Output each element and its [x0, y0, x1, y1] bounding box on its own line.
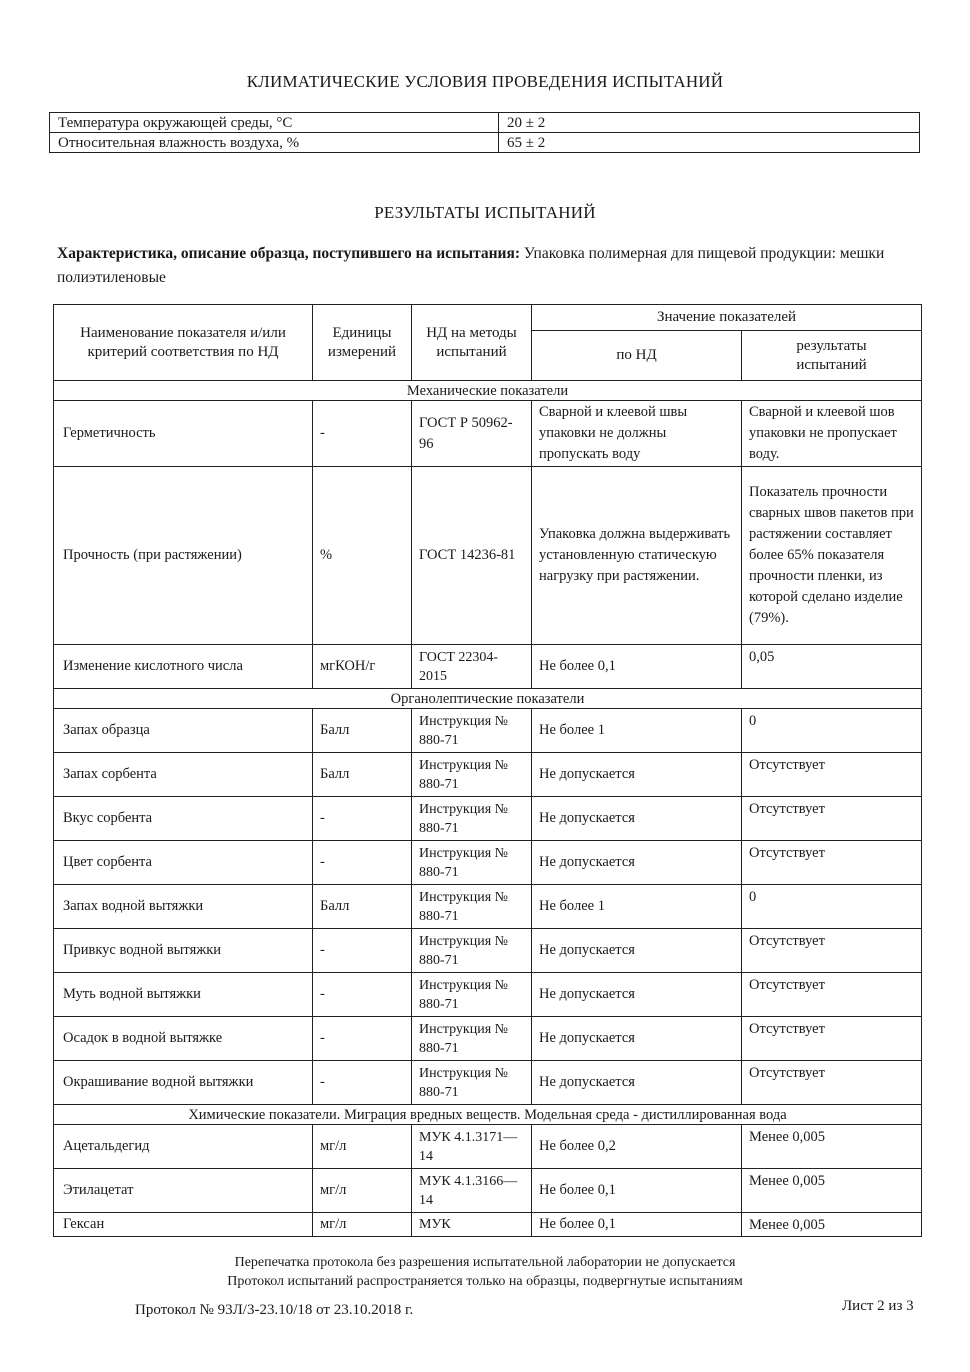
cell-result: Отсутствует [742, 1061, 922, 1105]
sample-description [57, 242, 917, 290]
table-row [50, 133, 920, 153]
cell-units: Балл [313, 709, 412, 753]
cell-name: Запах образца [54, 709, 313, 753]
cell-result: 0 [742, 885, 922, 929]
header-method: НД на методы испытаний [412, 305, 532, 381]
cell-norm: Не допускается [532, 1017, 742, 1061]
cell-norm: Не более 0,2 [532, 1125, 742, 1169]
sample-label: Характеристика, описание образца, поступившего на испытания: [57, 245, 521, 262]
cell-norm: Не более 1 [532, 709, 742, 753]
section-row [54, 689, 922, 709]
cell-method: МУК 4.1.3166—14 [412, 1169, 532, 1213]
results-table [53, 304, 922, 1237]
cell-result: Отсутствует [742, 797, 922, 841]
cell-name: Запах водной вытяжки [54, 885, 313, 929]
section-mechanical: Механические показатели [54, 381, 922, 401]
cell-name: Прочность (при растяжении) [54, 467, 313, 645]
cell-result: Менее 0,005 [742, 1169, 922, 1213]
cell-units: мгКОН/г [313, 645, 412, 689]
cell-result: Сварной и клеевой шов упаковки не пропускает воду. [742, 401, 922, 467]
cell-units: - [313, 1061, 412, 1105]
table-row [54, 797, 922, 841]
table-row [54, 1125, 922, 1169]
table-row [54, 1169, 922, 1213]
cell-units: % [313, 467, 412, 645]
cell-name: Привкус водной вытяжки [54, 929, 313, 973]
cell-units: - [313, 841, 412, 885]
cell-norm: Не допускается [532, 1061, 742, 1105]
cell-name: Муть водной вытяжки [54, 973, 313, 1017]
table-row [54, 1017, 922, 1061]
cell-method: МУК [412, 1213, 532, 1237]
page-number: Лист 2 из 3 [842, 1298, 914, 1314]
cell-norm: Не допускается [532, 753, 742, 797]
cell-result: Менее 0,005 [742, 1213, 922, 1237]
cell-units: Балл [313, 885, 412, 929]
header-by-nd: по НД [532, 331, 742, 381]
table-row [54, 467, 922, 645]
cell-norm: Не допускается [532, 841, 742, 885]
cell-result: Отсутствует [742, 753, 922, 797]
cell-method: Инструкция № 880-71 [412, 797, 532, 841]
cell-result: Отсутствует [742, 929, 922, 973]
footer-note-reprint: Перепечатка протокола без разрешения испытательной лаборатории не допускается [234, 1255, 736, 1270]
cell-norm: Не допускается [532, 973, 742, 1017]
cell-units: Балл [313, 753, 412, 797]
cell-name: Запах сорбента [54, 753, 313, 797]
table-row [54, 885, 922, 929]
cell-result: Менее 0,005 [742, 1125, 922, 1169]
cell-norm: Не более 0,1 [532, 645, 742, 689]
climate-value: 65 ± 2 [499, 133, 920, 153]
cell-units: - [313, 797, 412, 841]
cell-method: ГОСТ 22304-2015 [412, 645, 532, 689]
cell-norm: Не более 1 [532, 885, 742, 929]
cell-units: мг/л [313, 1213, 412, 1237]
header-test-results: результаты испытаний [742, 331, 922, 381]
sample-text: Упаковка полимерная для пищевой продукции: мешки полиэтиленовые [57, 245, 885, 286]
cell-result: Показатель прочности сварных швов пакетов при растяжении составляет более 65% показателя прочности пленки, из которой сделано изделие (79%). [742, 467, 922, 645]
section-row [54, 381, 922, 401]
cell-name: Вкус сорбента [54, 797, 313, 841]
cell-method: Инструкция № 880-71 [412, 929, 532, 973]
cell-norm: Не допускается [532, 929, 742, 973]
header-values-group: Значение показателей [532, 305, 922, 331]
section-chemical: Химические показатели. Миграция вредных веществ. Модельная среда - дистиллированная вода [54, 1105, 922, 1125]
cell-result: 0 [742, 709, 922, 753]
cell-result: Отсутствует [742, 1017, 922, 1061]
climate-title: КЛИМАТИЧЕСКИЕ УСЛОВИЯ ПРОВЕДЕНИЯ ИСПЫТАНИЙ [246, 72, 724, 91]
cell-norm: Не допускается [532, 797, 742, 841]
cell-result: Отсутствует [742, 973, 922, 1017]
header-row [54, 305, 922, 331]
cell-norm: Не более 0,1 [532, 1169, 742, 1213]
climate-table [49, 112, 920, 153]
cell-result: 0,05 [742, 645, 922, 689]
cell-norm: Сварной и клеевой швы упаковки не должны пропускать воду [532, 401, 742, 467]
cell-method: Инструкция № 880-71 [412, 973, 532, 1017]
cell-norm: Упаковка должна выдерживать установленную статическую нагрузку при растяжении. [532, 467, 742, 645]
cell-method: Инструкция № 880-71 [412, 1017, 532, 1061]
cell-units: - [313, 1017, 412, 1061]
cell-name: Ацетальдегид [54, 1125, 313, 1169]
cell-method: Инструкция № 880-71 [412, 885, 532, 929]
climate-label: Относительная влажность воздуха, % [50, 133, 499, 153]
cell-name: Этилацетат [54, 1169, 313, 1213]
table-row [54, 645, 922, 689]
cell-method: Инструкция № 880-71 [412, 1061, 532, 1105]
climate-label: Температура окружающей среды, °С [50, 113, 499, 133]
header-units: Единицы измерений [313, 305, 412, 381]
table-row [54, 753, 922, 797]
table-row [54, 929, 922, 973]
cell-result: Отсутствует [742, 841, 922, 885]
cell-name: Гексан [54, 1213, 313, 1237]
cell-method: Инструкция № 880-71 [412, 753, 532, 797]
cell-method: ГОСТ Р 50962-96 [412, 401, 532, 467]
cell-units: - [313, 401, 412, 467]
cell-units: мг/л [313, 1169, 412, 1213]
cell-method: МУК 4.1.3171—14 [412, 1125, 532, 1169]
cell-units: мг/л [313, 1125, 412, 1169]
cell-units: - [313, 973, 412, 1017]
cell-method: Инструкция № 880-71 [412, 841, 532, 885]
results-title: РЕЗУЛЬТАТЫ ИСПЫТАНИЙ [374, 203, 596, 222]
cell-name: Цвет сорбента [54, 841, 313, 885]
table-row [50, 113, 920, 133]
section-row [54, 1105, 922, 1125]
cell-name: Осадок в водной вытяжке [54, 1017, 313, 1061]
table-row [54, 401, 922, 467]
table-row [54, 1061, 922, 1105]
table-row [54, 973, 922, 1017]
table-row [54, 709, 922, 753]
protocol-number: Протокол № 93Л/3-23.10/18 от 23.10.2018 г. [135, 1302, 414, 1318]
cell-name: Герметичность [54, 401, 313, 467]
section-organoleptic: Органолептические показатели [54, 689, 922, 709]
cell-name: Изменение кислотного числа [54, 645, 313, 689]
climate-value: 20 ± 2 [499, 113, 920, 133]
cell-method: ГОСТ 14236-81 [412, 467, 532, 645]
cell-units: - [313, 929, 412, 973]
cell-name: Окрашивание водной вытяжки [54, 1061, 313, 1105]
cell-method: Инструкция № 880-71 [412, 709, 532, 753]
table-row [54, 1213, 922, 1237]
header-name: Наименование показателя и/или критерий соответствия по НД [54, 305, 313, 381]
footer-note-scope: Протокол испытаний распространяется только на образцы, подвергнутые испытаниям [227, 1274, 743, 1289]
cell-norm: Не более 0,1 [532, 1213, 742, 1237]
table-row [54, 841, 922, 885]
